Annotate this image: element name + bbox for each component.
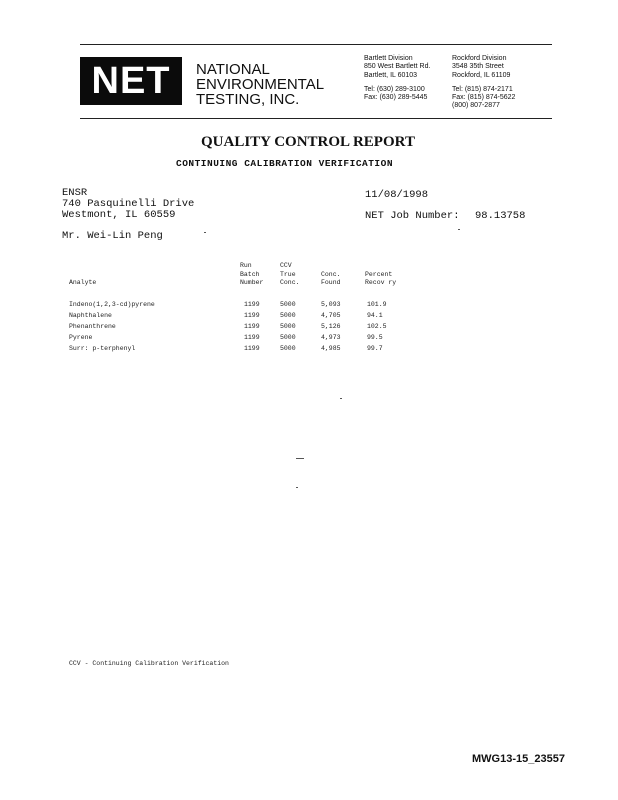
- run-batch-cell: 1199: [244, 312, 260, 319]
- analyte-cell: Indeno(1,2,3-cd)pyrene: [69, 301, 155, 308]
- footnote: CCV - Continuing Calibration Verification: [69, 660, 229, 667]
- header-line: Found: [321, 279, 341, 286]
- bartlett-line: 850 West Bartlett Rd.: [364, 63, 431, 71]
- job-number: 98.13758: [475, 210, 526, 222]
- percent-recovery-cell: 99.7: [367, 345, 383, 352]
- client-street: 740 Pasquinelli Drive: [62, 198, 195, 210]
- rockford-line: Fax: (815) 874-5622: [452, 94, 516, 102]
- rockford-line: Rockford, IL 61109: [452, 71, 511, 79]
- scan-speck: [296, 458, 304, 459]
- conc-found-cell: 5,093: [321, 301, 341, 308]
- conc-found-cell: 4,985: [321, 345, 341, 352]
- rockford-line: (800) 807-2877: [452, 102, 500, 110]
- header-line: Batch: [240, 270, 260, 278]
- scan-speck: [204, 232, 206, 233]
- conc-found-cell: 4,705: [321, 312, 341, 319]
- col-header-percent-recovery: [365, 262, 396, 288]
- report-date: 11/08/1998: [365, 189, 429, 201]
- rockford-line: Tel: (815) 874-2171: [452, 85, 513, 93]
- header-line: Conc.: [321, 270, 341, 278]
- header-line: [69, 262, 96, 271]
- report-title: QUALITY CONTROL REPORT: [201, 134, 415, 150]
- rockford-line: Rockford Division: [452, 55, 507, 62]
- table-row: [0, 312, 618, 321]
- percent-recovery-cell: 101.9: [367, 301, 387, 308]
- header-line: [321, 262, 341, 271]
- header-line: Conc.: [280, 279, 300, 286]
- document-id: MWG13-15_23557: [472, 753, 565, 765]
- true-conc-cell: 5000: [280, 312, 296, 319]
- run-batch-cell: 1199: [244, 301, 260, 308]
- run-batch-cell: 1199: [244, 334, 260, 341]
- bartlett-division-address: [364, 55, 430, 102]
- header-line: Percent: [365, 270, 393, 278]
- company-line-1: NATIONAL: [196, 61, 270, 78]
- header-top-rule: [80, 44, 552, 45]
- conc-found-cell: 5,126: [321, 323, 341, 330]
- analyte-cell: Phenanthrene: [69, 323, 116, 330]
- job-number-label: NET Job Number:: [365, 210, 460, 222]
- bartlett-line: Tel: (630) 289-3100: [364, 85, 425, 93]
- header-line: Number: [240, 279, 264, 286]
- company-name: [196, 62, 324, 107]
- company-line-2: ENVIRONMENTAL: [196, 76, 325, 93]
- scan-speck: [340, 398, 342, 399]
- percent-recovery-cell: 99.5: [367, 334, 383, 341]
- scan-speck: [458, 229, 460, 230]
- header-line: True: [280, 270, 296, 278]
- rockford-division-address: [452, 55, 515, 111]
- bartlett-line: Bartlett, IL 60103: [364, 71, 418, 79]
- bartlett-line: Fax: (630) 289-5445: [364, 94, 428, 102]
- analyte-cell: Pyrene: [69, 334, 93, 341]
- scan-speck: [296, 487, 298, 488]
- table-row: [0, 301, 618, 310]
- header-line: Analyte: [69, 279, 97, 286]
- logo-text: NET: [91, 60, 171, 102]
- client-city: Westmont, IL 60559: [62, 209, 176, 221]
- analyte-cell: Surr: p-terphenyl: [69, 345, 136, 352]
- percent-recovery-cell: 102.5: [367, 323, 387, 330]
- col-header-ccv-true: [280, 262, 300, 288]
- report-subtitle: CONTINUING CALIBRATION VERIFICATION: [176, 158, 394, 169]
- bartlett-line: Bartlett Division: [364, 55, 413, 62]
- conc-found-cell: 4,973: [321, 334, 341, 341]
- table-row: [0, 323, 618, 332]
- true-conc-cell: 5000: [280, 334, 296, 341]
- client-name: ENSR: [62, 187, 88, 199]
- company-line-3: TESTING, INC.: [196, 91, 300, 108]
- header-line: [365, 262, 396, 271]
- header-line: Run: [240, 262, 252, 269]
- run-batch-cell: 1199: [244, 345, 260, 352]
- header-line: CCV: [280, 262, 292, 269]
- analyte-cell: Naphthalene: [69, 312, 112, 319]
- percent-recovery-cell: 94.1: [367, 312, 383, 319]
- run-batch-cell: 1199: [244, 323, 260, 330]
- col-header-analyte: [69, 262, 96, 288]
- header-line: [69, 271, 96, 280]
- col-header-run-batch: [240, 262, 263, 288]
- header-line: Recov ry: [365, 279, 397, 286]
- client-contact: Mr. Wei-Lin Peng: [62, 230, 163, 242]
- table-row: [0, 334, 618, 343]
- col-header-conc-found: [321, 262, 341, 288]
- rockford-line: 3548 35th Street: [452, 63, 504, 71]
- table-row: [0, 345, 618, 354]
- true-conc-cell: 5000: [280, 323, 296, 330]
- net-logo: [80, 57, 182, 105]
- true-conc-cell: 5000: [280, 301, 296, 308]
- header-bottom-rule: [80, 118, 552, 119]
- true-conc-cell: 5000: [280, 345, 296, 352]
